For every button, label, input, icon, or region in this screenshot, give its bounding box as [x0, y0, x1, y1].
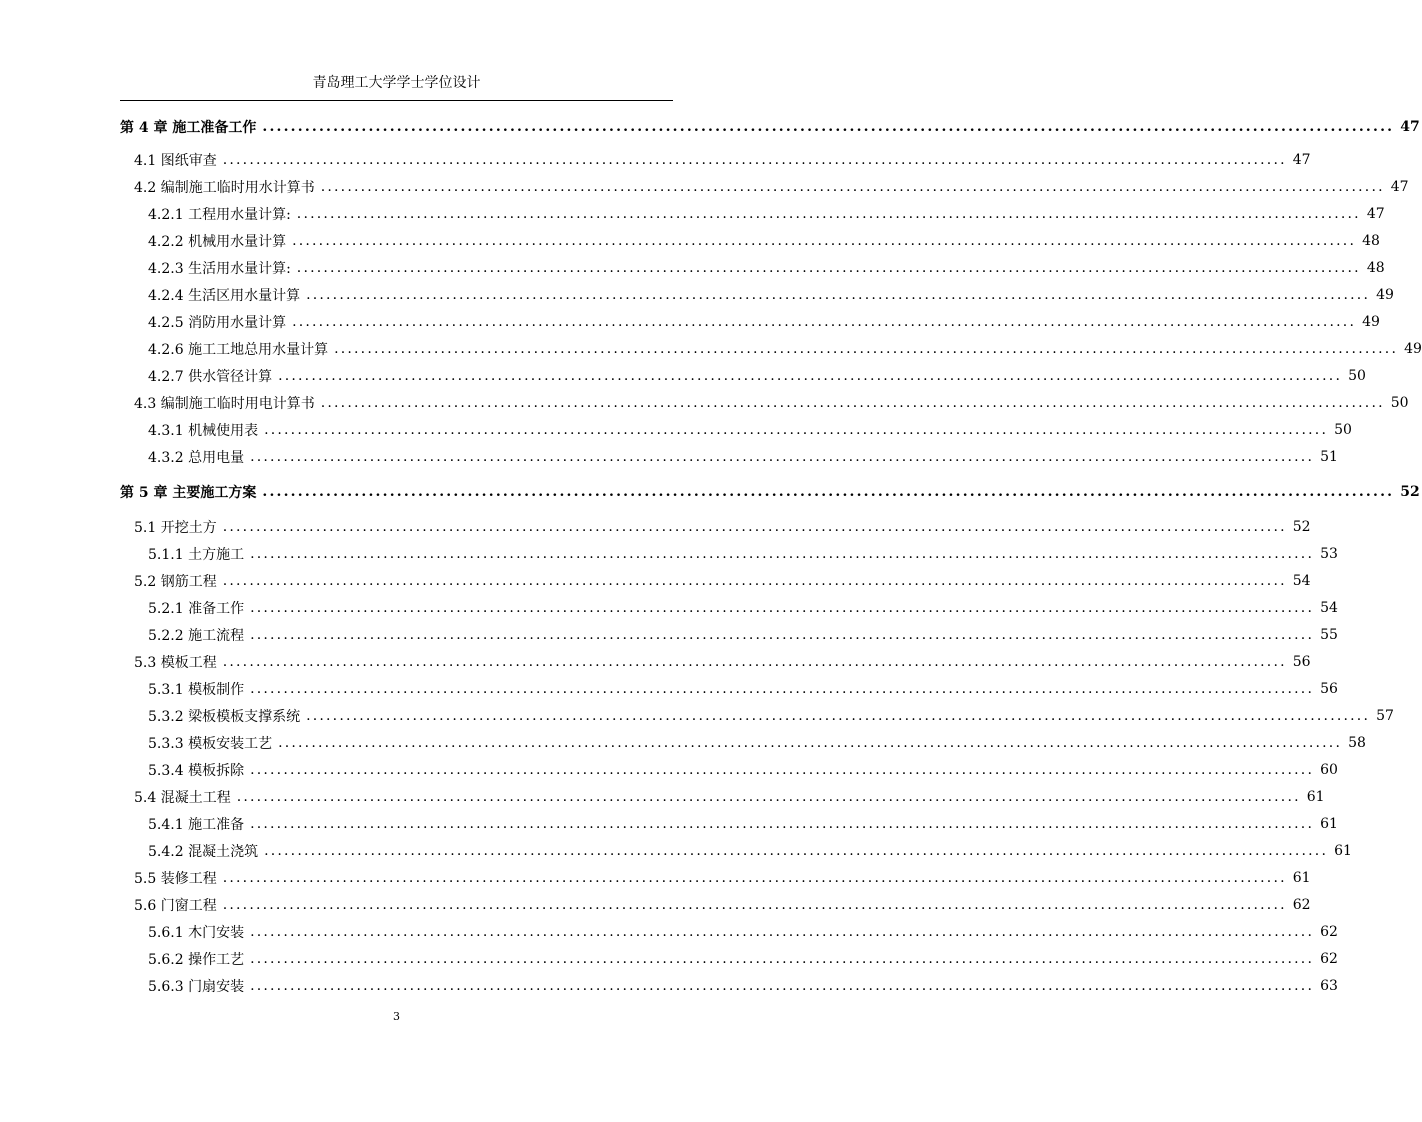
- toc-entry-page-number: 61: [1320, 816, 1338, 832]
- toc-dot-leader: ................................................................................................................................................................: [250, 449, 1315, 465]
- toc-entry-page-number: 48: [1366, 260, 1385, 276]
- toc-section-entry[interactable]: [134, 392, 1409, 414]
- toc-entry-page-number: 61: [1292, 870, 1311, 886]
- toc-entry-label: 5.2.1 准备工作: [148, 601, 245, 617]
- toc-dot-leader: ................................................................................................................................................................: [250, 816, 1315, 832]
- toc-dot-leader: ................................................................................................................................................................: [222, 152, 1287, 168]
- toc-entry-page-number: 47: [1366, 206, 1385, 222]
- toc-entry-page-number: 63: [1320, 978, 1338, 994]
- toc-section-entry[interactable]: [134, 516, 1311, 538]
- toc-entry-page-number: 53: [1320, 546, 1338, 562]
- toc-entry-page-number: 49: [1376, 287, 1394, 303]
- toc-section-entry[interactable]: [134, 570, 1311, 592]
- toc-section-entry[interactable]: [134, 867, 1311, 889]
- toc-entry-label: 5.6.1 木门安装: [148, 925, 245, 941]
- toc-entry-page-number: 47: [1400, 119, 1420, 135]
- toc-subsection-entry[interactable]: [148, 597, 1338, 619]
- toc-entry-label: 5.3.1 模板制作: [148, 682, 245, 698]
- toc-section-entry[interactable]: [134, 786, 1325, 808]
- toc-entry-label: 5.3.2 梁板模板支撑系统: [148, 709, 301, 725]
- toc-entry-page-number: 58: [1348, 735, 1366, 751]
- toc-dot-leader: ................................................................................................................................................................: [262, 484, 1395, 500]
- toc-subsection-entry[interactable]: [148, 759, 1338, 781]
- toc-entry-page-number: 55: [1320, 627, 1338, 643]
- toc-entry-label: 5.2 钢筋工程: [134, 574, 217, 590]
- toc-dot-leader: ................................................................................................................................................................: [222, 573, 1287, 589]
- toc-subsection-entry[interactable]: [148, 446, 1338, 468]
- toc-entry-page-number: 48: [1362, 233, 1380, 249]
- toc-entry-label: 4.3.1 机械使用表: [148, 423, 259, 439]
- toc-section-entry[interactable]: [134, 176, 1409, 198]
- toc-entry-label: 4.2.6 施工工地总用水量计算: [148, 342, 329, 358]
- toc-subsection-entry[interactable]: [148, 732, 1366, 754]
- toc-dot-leader: ................................................................................................................................................................: [250, 978, 1315, 994]
- toc-subsection-entry[interactable]: [148, 365, 1366, 387]
- toc-subsection-entry[interactable]: [148, 624, 1338, 646]
- toc-dot-leader: ................................................................................................................................................................: [222, 897, 1287, 913]
- toc-entry-label: 5.4.1 施工准备: [148, 817, 245, 833]
- toc-entry-label: 4.2.3 生活用水量计算:: [148, 261, 291, 277]
- toc-subsection-entry[interactable]: [148, 813, 1338, 835]
- toc-entry-label: 4.2 编制施工临时用水计算书: [134, 180, 315, 196]
- toc-entry-label: 4.2.1 工程用水量计算:: [148, 207, 291, 223]
- toc-entry-page-number: 61: [1306, 789, 1325, 805]
- toc-entry-page-number: 62: [1320, 924, 1338, 940]
- toc-entry-label: 5.3 模板工程: [134, 655, 217, 671]
- toc-section-entry[interactable]: [134, 149, 1311, 171]
- toc-dot-leader: ................................................................................................................................................................: [250, 681, 1315, 697]
- toc-subsection-entry[interactable]: [148, 311, 1380, 333]
- toc-dot-leader: ................................................................................................................................................................: [334, 341, 1399, 357]
- toc-dot-leader: ................................................................................................................................................................: [250, 546, 1315, 562]
- toc-entry-page-number: 60: [1320, 762, 1338, 778]
- toc-entry-label: 5.4.2 混凝土浇筑: [148, 844, 259, 860]
- toc-entry-label: 4.2.4 生活区用水量计算: [148, 288, 301, 304]
- toc-entry-label: 第 5 章 主要施工方案: [120, 485, 257, 501]
- toc-subsection-entry[interactable]: [148, 257, 1385, 279]
- toc-entry-label: 5.2.2 施工流程: [148, 628, 245, 644]
- toc-chapter-entry[interactable]: [120, 481, 1420, 503]
- toc-dot-leader: ................................................................................................................................................................: [222, 870, 1287, 886]
- toc-entry-label: 5.3.4 模板拆除: [148, 763, 245, 779]
- toc-dot-leader: ................................................................................................................................................................: [306, 287, 1371, 303]
- toc-entry-page-number: 50: [1390, 395, 1409, 411]
- toc-entry-label: 4.2.5 消防用水量计算: [148, 315, 287, 331]
- toc-dot-leader: ................................................................................................................................................................: [250, 600, 1315, 616]
- toc-entry-label: 5.1 开挖土方: [134, 520, 217, 536]
- toc-entry-label: 5.5 装修工程: [134, 871, 217, 887]
- toc-entry-page-number: 50: [1348, 368, 1366, 384]
- toc-entry-page-number: 47: [1390, 179, 1409, 195]
- toc-entry-page-number: 62: [1292, 897, 1311, 913]
- toc-entry-page-number: 57: [1376, 708, 1394, 724]
- toc-chapter-entry[interactable]: [120, 116, 1420, 138]
- toc-entry-page-number: 51: [1320, 449, 1338, 465]
- toc-subsection-entry[interactable]: [148, 705, 1394, 727]
- toc-dot-leader: ................................................................................................................................................................: [222, 654, 1287, 670]
- toc-entry-label: 4.2.7 供水管径计算: [148, 369, 273, 385]
- toc-dot-leader: ................................................................................................................................................................: [222, 519, 1287, 535]
- toc-entry-label: 5.4 混凝土工程: [134, 790, 231, 806]
- toc-entry-label: 5.6.2 操作工艺: [148, 952, 245, 968]
- toc-dot-leader: ................................................................................................................................................................: [296, 206, 1361, 222]
- toc-section-entry[interactable]: [134, 651, 1311, 673]
- toc-entry-label: 5.6 门窗工程: [134, 898, 217, 914]
- toc-entry-page-number: 49: [1362, 314, 1380, 330]
- toc-subsection-entry[interactable]: [148, 678, 1338, 700]
- toc-entry-label: 4.1 图纸审查: [134, 153, 217, 169]
- toc-subsection-entry[interactable]: [148, 230, 1380, 252]
- toc-dot-leader: ................................................................................................................................................................: [306, 708, 1371, 724]
- toc-entry-page-number: 49: [1404, 341, 1422, 357]
- toc-entry-page-number: 54: [1292, 573, 1311, 589]
- toc-entry-page-number: 61: [1334, 843, 1352, 859]
- toc-subsection-entry[interactable]: [148, 203, 1385, 225]
- toc-dot-leader: ................................................................................................................................................................: [250, 762, 1315, 778]
- toc-subsection-entry[interactable]: [148, 419, 1352, 441]
- toc-entry-label: 第 4 章 施工准备工作: [120, 120, 257, 136]
- toc-entry-label: 5.1.1 土方施工: [148, 547, 245, 563]
- toc-dot-leader: ................................................................................................................................................................: [292, 233, 1357, 249]
- toc-subsection-entry[interactable]: [148, 543, 1338, 565]
- toc-dot-leader: ................................................................................................................................................................: [278, 735, 1343, 751]
- toc-entry-label: 4.3 编制施工临时用电计算书: [134, 396, 315, 412]
- toc-dot-leader: ................................................................................................................................................................: [250, 951, 1315, 967]
- toc-entry-page-number: 50: [1334, 422, 1352, 438]
- toc-entry-page-number: 47: [1292, 152, 1311, 168]
- toc-dot-leader: ................................................................................................................................................................: [320, 179, 1385, 195]
- page-number: 3: [393, 1010, 400, 1023]
- toc-entry-page-number: 54: [1320, 600, 1338, 616]
- toc-entry-page-number: 52: [1400, 484, 1420, 500]
- toc-entry-page-number: 56: [1292, 654, 1311, 670]
- toc-subsection-entry[interactable]: [148, 840, 1352, 862]
- toc-entry-page-number: 52: [1292, 519, 1311, 535]
- toc-dot-leader: ................................................................................................................................................................: [264, 422, 1329, 438]
- toc-subsection-entry[interactable]: [148, 338, 1422, 360]
- toc-subsection-entry[interactable]: [148, 975, 1338, 997]
- toc-dot-leader: ................................................................................................................................................................: [292, 314, 1357, 330]
- toc-entry-label: 5.3.3 模板安装工艺: [148, 736, 273, 752]
- toc-entry-label: 4.2.2 机械用水量计算: [148, 234, 287, 250]
- toc-dot-leader: ................................................................................................................................................................: [250, 627, 1315, 643]
- toc-entry-label: 5.6.3 门扇安装: [148, 979, 245, 995]
- toc-entry-label: 4.3.2 总用电量: [148, 450, 245, 466]
- toc-dot-leader: ................................................................................................................................................................: [250, 924, 1315, 940]
- toc-entry-page-number: 56: [1320, 681, 1338, 697]
- toc-subsection-entry[interactable]: [148, 921, 1338, 943]
- page-header-title: 青岛理工大学学士学位设计: [312, 75, 481, 91]
- toc-dot-leader: ................................................................................................................................................................: [278, 368, 1343, 384]
- toc-subsection-entry[interactable]: [148, 948, 1338, 970]
- toc-dot-leader: ................................................................................................................................................................: [236, 789, 1301, 805]
- toc-subsection-entry[interactable]: [148, 284, 1394, 306]
- toc-dot-leader: ................................................................................................................................................................: [264, 843, 1329, 859]
- toc-dot-leader: ................................................................................................................................................................: [320, 395, 1385, 411]
- toc-section-entry[interactable]: [134, 894, 1311, 916]
- toc-entry-page-number: 62: [1320, 951, 1338, 967]
- toc-dot-leader: ................................................................................................................................................................: [296, 260, 1361, 276]
- toc-dot-leader: ................................................................................................................................................................: [262, 119, 1395, 135]
